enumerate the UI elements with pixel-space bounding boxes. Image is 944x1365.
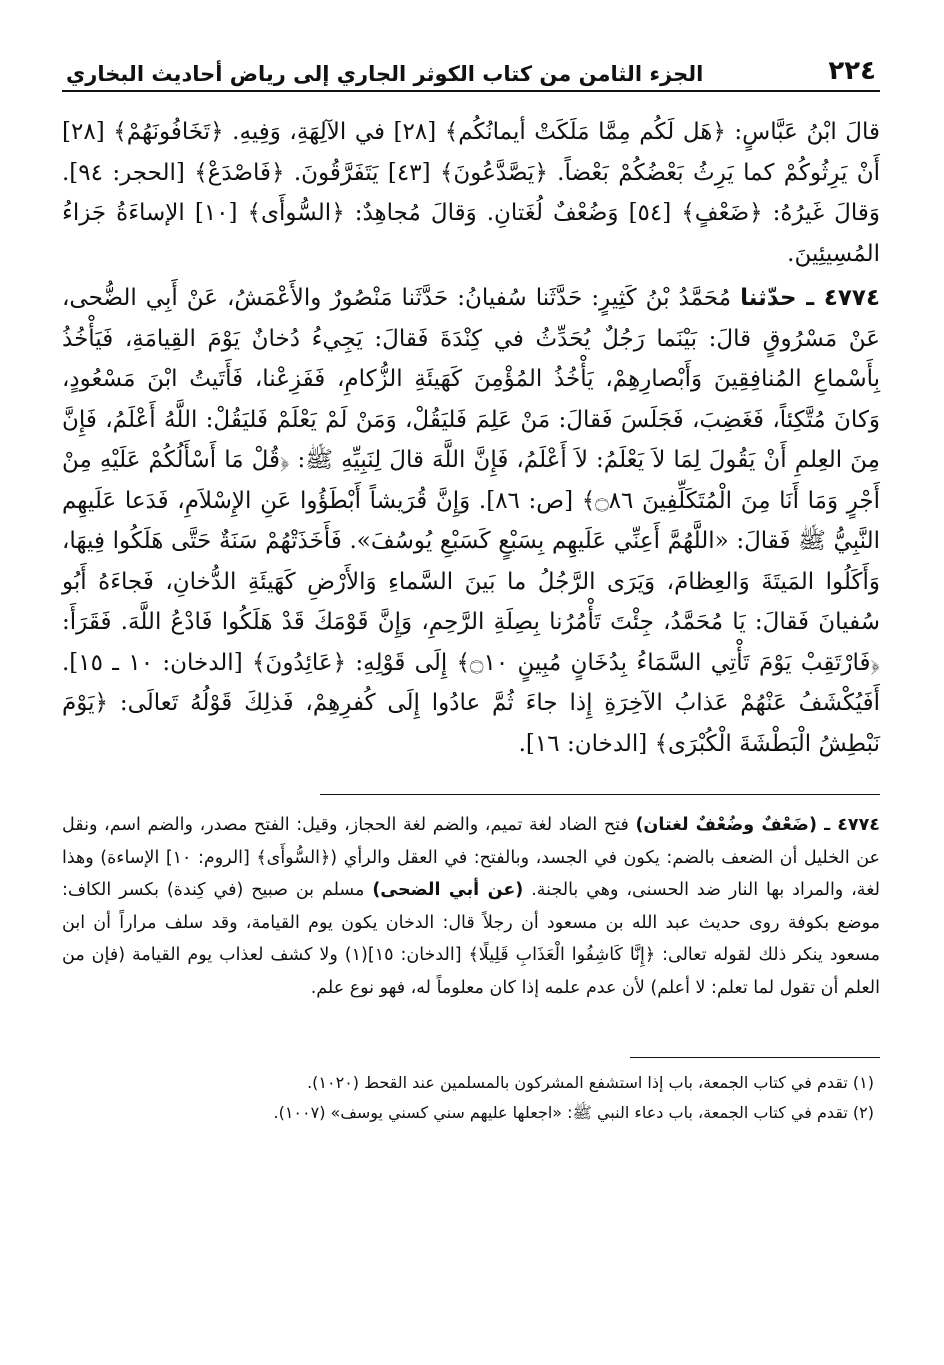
hadith-text: مُحَمَّدُ بْنُ كَثِيرٍ: حَدَّثَنا سُفيانُ: حَدَّثَنا مَنْصُورٌ والأَعْمَشُ، عَنْ أَبِي الضُّحى، عَنْ مَسْرُوقٍ قالَ: بَيْنَما رَجُلٌ يُحَدِّثُ في كِنْدَةَ فَقالَ: يَجِيءُ دُخانٌ يَوْمَ القِيامَةِ، فَيَأْخُذُ بِأَسْماعِ المُنافِقِينَ وَأَبْصارِهِمْ، يَأْخُذُ المُؤْمِنَ كَهَيئَةِ الزُّكامِ، فَفَزِعْنا، فَأَتَيتُ ابْنَ مَسْعُودٍ، وَكانَ مُتَّكِئاً، فَغَضِبَ، فَجَلَسَ فَقالَ: مَنْ عَلِمَ فَليَقُلْ، وَمَنْ لَمْ يَعْلَمْ فَليَقُلْ: اللَّهُ أَعْلَمُ، فَإِنَّ مِنَ العِلمِ أَنْ يَقُولَ لِمَا لاَ يَعْلَمُ: لاَ أَعْلَمُ، فَإِنَّ اللَّهَ قالَ لِنَبِيِّهِ ﷺ: ﴿قُلْ مَا أَسْأَلُكُمْ عَلَيْهِ مِنْ أَجْرٍ وَمَا أَنَا مِنَ الْمُتَكَلِّفِينَ ۝٨٦﴾ [ص: ٨٦]. وَإِنَّ قُرَيشاً أَبْطَؤُوا عَنِ الإِسْلاَمِ، فَدَعا عَلَيهِم النَّبِيُّ ﷺ فَقالَ: «اللَّهُمَّ أَعِنِّي عَلَيهِم بِسَبْعٍ كَسَبْعِ يُوسُفَ». فَأَخَذَتْهُمْ سَنَةٌ حَتَّى هَلَكُوا فِيهَا، وَأَكَلُوا المَيتَةَ وَالعِظامَ، وَيَرَى الرَّجُلُ ما بَينَ السَّماءِ وَالأَرْضِ كَهَيئَةِ الدُّخانِ، فَجاءَهُ أَبُو سُفيانَ فَقالَ: يَا مُحَمَّدُ، جِئْتَ تَأْمُرُنا بِصِلَةِ الرَّحِمِ، وَإِنَّ قَوْمَكَ قَدْ هَلَكُوا فَادْعُ اللَّهَ. فَقَرَأَ: ﴿فَارْتَقِبْ يَوْمَ تَأْتِي السَّمَاءُ بِدُخَانٍ مُبِينٍ ۝١٠﴾ إِلَى قَوْلِهِ: ﴿عَائِدُونَ﴾ [الدخان: ١٠ ـ ١٥]. أَفَيُكْشَفُ عَنْهُمْ عَذابُ الآخِرَةِ إِذا جاءَ ثُمَّ عادُوا إِلَى كُفرِهِمْ، فَذلِكَ قَوْلُهُ تَعالَى: ﴿يَوْمَ نَبْطِشُ الْبَطْشَةَ الْكُبْرَى﴾ [الدخان: ١٦]. bbox=[62, 285, 880, 757]
footnote-separator bbox=[630, 1057, 880, 1058]
footnote: (١) تقدم في كتاب الجمعة، باب إذا استشفع المشركون بالمسلمين عند القحط (١٠٢٠). bbox=[307, 1072, 874, 1092]
book-page bbox=[62, 48, 880, 1338]
commentary bbox=[62, 809, 880, 1005]
page-header bbox=[62, 48, 880, 92]
commentary-lead: (عن أبي الضحى) bbox=[372, 880, 524, 901]
commentary-lead: ٤٧٧٤ ـ (ضَعْفٌ وضُعْفٌ لغتان) bbox=[635, 815, 880, 835]
hadith-paragraph bbox=[62, 278, 880, 764]
footnote: (٢) تقدم في كتاب الجمعة، باب دعاء النبي ﷺ: «اجعلها عليهم سني كسني يوسف» (١٠٠٧). bbox=[273, 1102, 874, 1122]
commentary-text: مسلم بن صبيح (في كِندة) بكسر الكاف: موضع بكوفة روى حديث عبد الله بن مسعود أن رجلاً قال: الدخان يكون يوم القيامة، وقد سلف مراراً أن ابن مسعود ينكر ذلك لقوله تعالى: ﴿إِنَّا كَاشِفُوا الْعَذَابِ قَلِيلًا﴾ [الدخان: ١٥](١) ولا كشف لعذاب يوم القيامة (فإن من العلم أن تقول لما تعلم: لا أعلم) لأن عدم علمه إذا كان معلوماً له، فهو نوع علم. bbox=[62, 880, 880, 998]
commentary-paragraph bbox=[62, 809, 880, 1005]
hadith-number: ٤٧٧٤ ـ حدّثنا bbox=[740, 285, 881, 311]
commentary-text: فتح الضاد لغة تميم، والضم لغة الحجاز، وقيل: الفتح مصدر، والضم اسم، ونقل عن الخليل أن الضعف بالضم: يكون في الجسد، وبالفتح: في العقل والرأي (﴿السُّوأَى﴾ [الروم: ١٠] الإساءة) وهذا لغة، والمراد بها النار ضد الحسنى، وهي بالجنة. bbox=[62, 815, 880, 901]
main-text bbox=[62, 112, 880, 764]
footnotes bbox=[62, 1068, 880, 1128]
page-number: ٢٢٤ bbox=[828, 56, 876, 86]
commentary-separator bbox=[320, 794, 880, 795]
intro-paragraph: قالَ ابْنُ عَبَّاسٍ: ﴿هَل لَكُم مِمَّا مَلَكَتْ أيمانُكُم﴾ [٢٨] في الآلِهَةِ، وَفِيهِ. ﴿تَخَافُونَهُمْ﴾ [٢٨] أَنْ يَرِثُوكُمْ كما يَرِثُ بَعْضُكُمْ بَعْضاً. ﴿يَصَّدَّعُونَ﴾ [٤٣] يَتَفَرَّقُونَ. ﴿فَاصْدَعْ﴾ [الحجر: ٩٤]. وَقالَ غَيرُهُ: ﴿ضَعْفٍ﴾ [٥٤] وَضُعْفٌ لُغَتانِ. وَقالَ مُجاهِدٌ: ﴿السُّوأَى﴾ [١٠] الإساءَةُ جَزاءُ المُسِيئِينَ. bbox=[62, 119, 881, 267]
running-title: الجزء الثامن من كتاب الكوثر الجاري إلى رياض أحاديث البخاري bbox=[66, 62, 704, 86]
